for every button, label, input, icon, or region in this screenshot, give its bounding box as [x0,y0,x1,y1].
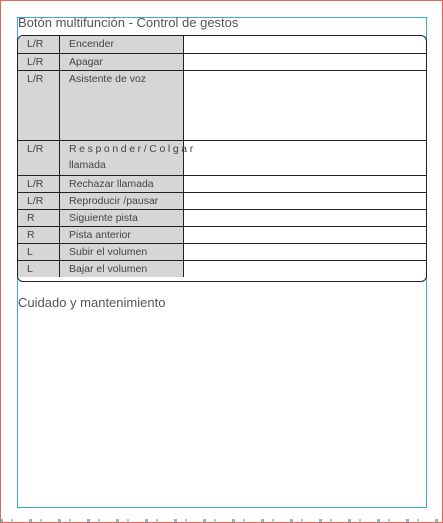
description-cell [184,70,427,140]
action-cell: Bajar el volumen [60,260,184,277]
side-cell: L [18,260,60,277]
action-cell: Asistente de voz [60,70,184,140]
section-title-gestures: Botón multifunción - Control de gestos [18,15,239,30]
side-cell: L/R [18,53,60,70]
table-row [18,70,426,140]
side-cell: L/R [18,70,60,140]
description-cell [184,192,427,209]
side-cell: L/R [18,192,60,209]
table-row [18,36,426,53]
description-cell [184,226,427,243]
page-bottom-edge [0,519,443,523]
action-cell: Apagar [60,53,184,70]
action-cell: Reproducir /pausar [60,192,184,209]
side-cell: R [18,226,60,243]
action-cell: Subir el volumen [60,243,184,260]
action-text: Responder/Colgar [69,142,196,155]
side-cell: L/R [18,140,60,175]
action-text-cont: llamada [69,158,106,171]
description-cell [184,243,427,260]
description-cell [184,140,427,175]
table-row [18,192,426,209]
description-cell [184,209,427,226]
table-row [18,243,426,260]
side-cell: R [18,209,60,226]
action-cell: Pista anterior [60,226,184,243]
table-row [18,140,426,175]
action-cell [60,140,196,175]
description-cell [184,53,427,70]
action-cell: Rechazar llamada [60,175,184,192]
action-cell: Siguiente pista [60,209,184,226]
section-title-care: Cuidado y mantenimiento [18,295,166,310]
table-row [18,209,426,226]
table-row [18,226,426,243]
table-row [18,53,426,70]
side-cell: L/R [18,175,60,192]
description-cell [184,36,427,53]
table-row [18,260,426,277]
gesture-table [17,35,427,282]
side-cell: L [18,243,60,260]
table-row [18,175,426,192]
description-cell [184,175,427,192]
side-cell: L/R [18,36,60,53]
description-cell [184,260,427,277]
action-cell: Encender [60,36,184,53]
